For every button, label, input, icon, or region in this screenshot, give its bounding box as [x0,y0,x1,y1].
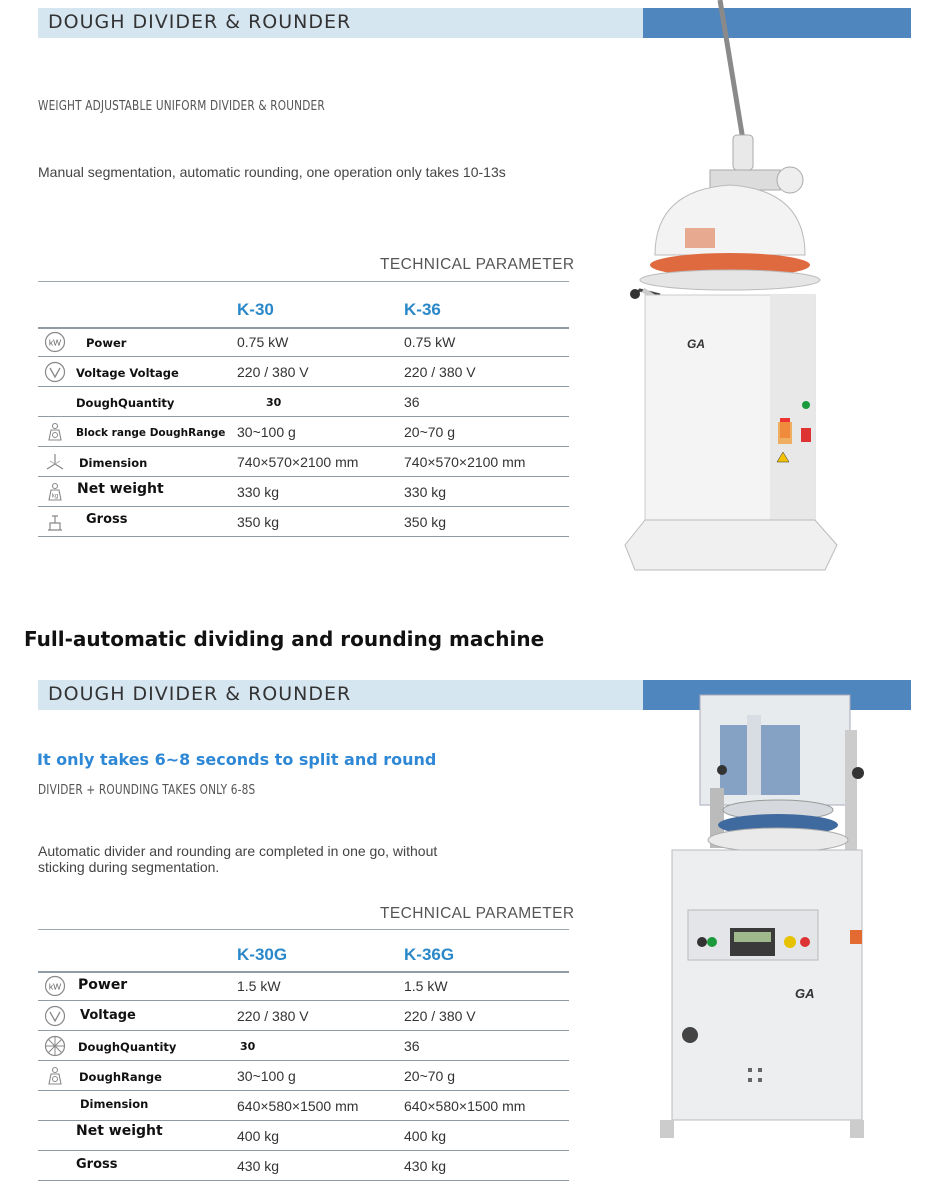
row-value-model-1: 220 / 380 V [237,1008,309,1024]
row-label: Dimension [80,1097,149,1111]
section2-model-2: K-36G [404,945,455,964]
table-row [38,1091,569,1121]
row-label: DoughQuantity [76,396,175,410]
row-value-model-1: 30~100 g [237,1068,296,1084]
section1-tech-param-label: TECHNICAL PARAMETER [380,256,575,273]
row-value-model-1: 740×570×2100 mm [237,454,359,470]
row-value-model-2: 220 / 380 V [404,364,476,380]
row-value-model-2: 350 kg [404,514,447,530]
row-value-model-2: 330 kg [404,484,447,500]
voltage-icon [44,1005,66,1027]
table-row [38,1151,569,1181]
row-value-model-1: 30 [266,396,282,409]
section1-subtitle: WEIGHT ADJUSTABLE UNIFORM DIVIDER & ROUNDER [38,99,325,114]
row-value-model-1: 400 kg [237,1128,280,1144]
row-label: Net weight [77,481,164,497]
row-value-model-2: 36 [404,394,420,410]
row-label: DoughRange [79,1070,162,1084]
row-label: Dimension [79,456,148,470]
row-value-model-1: 220 / 380 V [237,364,309,380]
table-row [38,507,569,537]
table-row [38,1121,569,1151]
section2-tech-param-divider [38,929,569,930]
voltage-icon [44,361,66,383]
full-automatic-divider-rounder-image [650,690,875,1150]
gross-weight-icon [44,511,66,533]
table-row [38,1061,569,1091]
row-label: Power [78,977,128,993]
svg-text:kW: kW [48,337,62,348]
row-label: Voltage Voltage [76,366,179,380]
row-label: Block range DoughRange [76,427,226,439]
section2-description-line1: Automatic divider and rounding are completed in one go, without [38,843,438,859]
table-row [38,477,569,507]
table-row [38,357,569,387]
table-row [38,387,569,417]
row-value-model-2: 640×580×1500 mm [404,1098,526,1114]
table-row [38,417,569,447]
row-value-model-2: 400 kg [404,1128,447,1144]
table-row [38,447,569,477]
row-value-model-2: 20~70 g [404,1068,455,1084]
table-row [38,971,569,1001]
quantity-icon [44,1035,66,1057]
section2-speed-note: It only takes 6~8 seconds to split and round [37,750,437,769]
section1-model-1: K-30 [237,300,274,319]
section-heading: Full-automatic dividing and rounding machine [24,627,545,651]
row-label: Gross [86,512,128,527]
section2-tech-param-label: TECHNICAL PARAMETER [380,905,575,922]
row-value-model-1: 640×580×1500 mm [237,1098,359,1114]
row-value-model-1: 0.75 kW [237,334,289,350]
svg-text:GA: GA [795,986,815,1001]
dough-range-icon [44,421,66,443]
row-value-model-1: 350 kg [237,514,280,530]
section2-model-1: K-30G [237,945,288,964]
kw-icon [44,331,66,353]
row-value-model-1: 430 kg [237,1158,280,1174]
semi-automatic-divider-rounder-image [615,0,840,580]
row-label: Gross [76,1157,118,1172]
section1-tech-param-divider [38,281,569,282]
row-value-model-1: 30~100 g [237,424,296,440]
net-weight-icon [44,481,66,503]
row-value-model-2: 430 kg [404,1158,447,1174]
row-label: Voltage [80,1008,136,1023]
svg-text:kg: kg [51,493,59,500]
row-value-model-2: 20~70 g [404,424,455,440]
svg-text:GA: GA [687,337,705,351]
row-label: Net weight [76,1123,163,1139]
row-value-model-1: 30 [240,1040,256,1053]
row-value-model-2: 740×570×2100 mm [404,454,526,470]
table-row [38,327,569,357]
row-label: Power [86,336,127,350]
row-label: DoughQuantity [78,1040,177,1054]
table-row [38,1001,569,1031]
section2-description-line2: sticking during segmentation. [38,859,220,875]
dough-range-icon [44,1065,66,1087]
section1-model-2: K-36 [404,300,441,319]
section1-description: Manual segmentation, automatic rounding, one operation only takes 10-13s [38,164,506,180]
dimension-icon [44,451,66,473]
row-value-model-1: 1.5 kW [237,978,281,994]
svg-text:kW: kW [48,981,62,992]
section1-band-title: DOUGH DIVIDER & ROUNDER [48,11,352,33]
row-value-model-2: 0.75 kW [404,334,456,350]
table-row [38,1031,569,1061]
row-value-model-2: 220 / 380 V [404,1008,476,1024]
row-value-model-1: 330 kg [237,484,280,500]
kw-icon [44,975,66,997]
row-value-model-2: 1.5 kW [404,978,448,994]
row-value-model-2: 36 [404,1038,420,1054]
section2-band-title: DOUGH DIVIDER & ROUNDER [48,683,352,705]
section2-subtitle: DIVIDER + ROUNDING TAKES ONLY 6-8S [38,783,256,798]
